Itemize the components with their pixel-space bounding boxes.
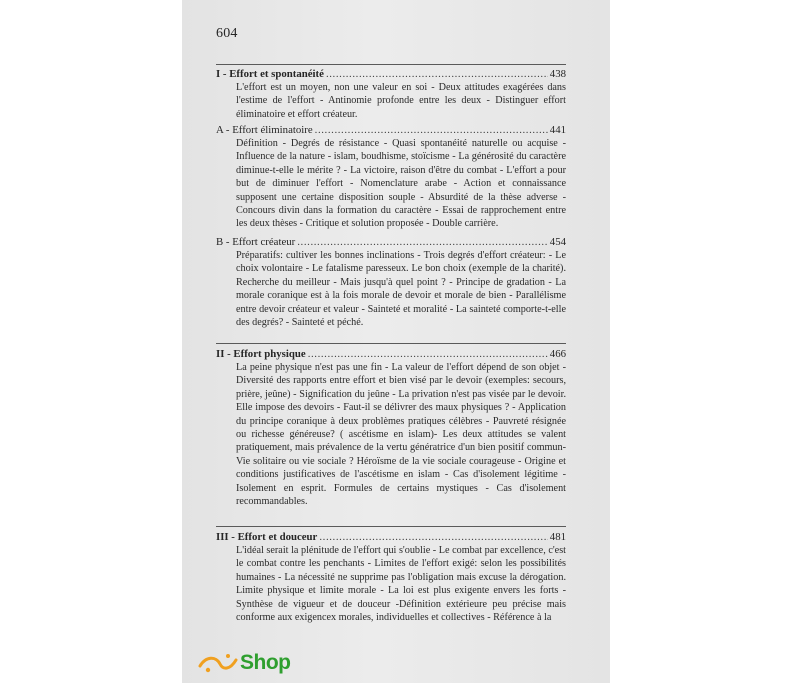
entry-page-number: 438 [549, 68, 566, 80]
entry-heading [216, 68, 566, 81]
dot-leader [297, 236, 548, 249]
shop-logo [198, 650, 313, 678]
dot-leader [319, 531, 547, 544]
dot-leader [315, 124, 548, 137]
section-divider [216, 343, 566, 344]
toc-entry-effort-eliminatoire [216, 124, 566, 231]
entry-title: I - Effort et spontanéité [216, 68, 324, 80]
top-divider [216, 64, 566, 65]
page-number: 604 [216, 26, 238, 41]
entry-description: Définition - Degrés de résistance - Quasi spontanéité naturelle ou acquise - Influence de la nature - islam, boudhisme, stoïcisme - La générosité du caractère diminue-t-elle le mérite ? - La victoire, raison d'être du combat - L'effort a pour but de diminuer l'effort - Nomenclature arabe - Action et connaissance supposent une certaine disposition souple - Absurdité de la thèse adverse - Concours divin dans la formation du caractère - Essai de rapprochement entre les deux thèses - Critique et solution proposée - Double carrière. [236, 138, 566, 230]
entry-page-number: 454 [549, 236, 566, 248]
entry-heading [216, 124, 566, 137]
entry-title: B - Effort créateur [216, 236, 296, 248]
toc-entry-effort-createur [216, 236, 566, 329]
toc-entry-effort-douceur [216, 531, 566, 624]
entry-title: II - Effort physique [216, 348, 306, 360]
logo-text: Shop [240, 651, 291, 674]
entry-description: La peine physique n'est pas une fin - La valeur de l'effort dépend de son objet - Diversité des rapports entre effort et bien visé par le devoir (exemples: secours, prière, jeûne) - Signification du jeûne - La privation n'est pas visée par le devoir. Elle impose des devoirs - Faut-il se délivrer des maux physiques ? - Application du principe coranique à deux problèmes pratiques célèbres - Pauvreté résignée ou richesse généreuse? ( ascétisme en islam)- Les deux attitudes se valent pratiquement, mais prévalence de la vertu génératrice d'un bien positif commun- Vie solitaire ou vie sociale ? Héroïsme de la vie sociale courageuse - Origine et conditions justificatives de l'ascétisme en islam - Cas d'isolement légitime - Isolement en esprit. Formules de certains mystiques - Cas d'isolement recommandables. [236, 362, 566, 508]
entry-description: L'idéal serait la plénitude de l'effort qui s'oublie - Le combat par excellence, c'est le combat contre les penchants - Limites de l'effort exigé: selon les possibilités humaines - La nécessité ne supprime pas l'obligation mais excuse la dérogation. Limite physique et limite morale - La loi est plus exigente envers les forts - Synthèse de vigueur et de douceur -Définition extérieure peu précise mais conforme aux exigencex morales, individuelles et collectives - Référence à la [236, 545, 566, 624]
entry-heading [216, 236, 566, 249]
entry-title: III - Effort et douceur [216, 531, 318, 543]
entry-page-number: 481 [549, 531, 566, 543]
entry-page-number: 466 [549, 348, 566, 360]
swoosh-icon [198, 652, 238, 676]
dot-leader [308, 348, 548, 361]
book-page [182, 0, 610, 683]
section-divider [216, 526, 566, 527]
toc-entry-effort-spontaneite [216, 68, 566, 121]
entry-heading [216, 531, 566, 544]
entry-description: Préparatifs: cultiver les bonnes inclinations - Trois degrés d'effort créateur: - Le choix volontaire - Le fatalisme paresseux. Le bon choix (exemple de la charité). Recherche du meilleur - Mais jusqu'à quel point ? - Principe de gradation - La morale coranique est à la fois morale de devoir et morale de bien - Parallélisme entre devoir créateur et valeur - Sainteté et moralité - La sainteté comporte-t-elle des degrés? - Sainteté et péché. [236, 250, 566, 329]
toc-entry-effort-physique [216, 348, 566, 508]
entry-description: L'effort est un moyen, non une valeur en soi - Deux attitudes exagérées dans l'estime de l'effort - Antinomie profonde entre les deux - Distinguer effort éliminatoire et effort créateur. [236, 82, 566, 120]
dot-leader [326, 68, 548, 81]
entry-heading [216, 348, 566, 361]
entry-page-number: 441 [549, 124, 566, 136]
entry-title: A - Effort éliminatoire [216, 124, 313, 136]
